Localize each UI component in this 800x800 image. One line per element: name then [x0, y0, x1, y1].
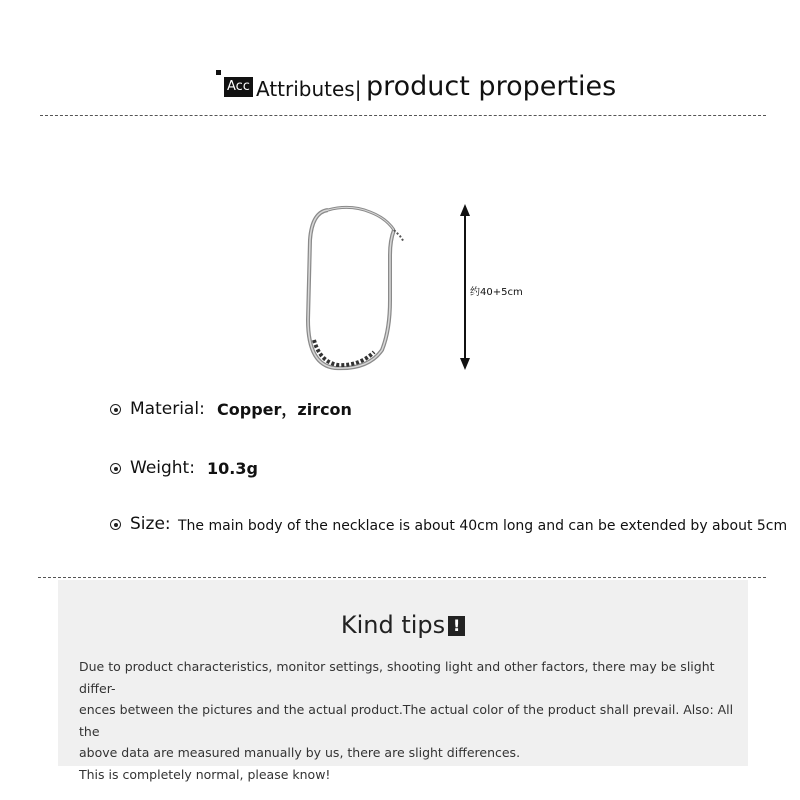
header-dot-icon	[216, 70, 221, 75]
radio-bullet-icon	[110, 463, 121, 474]
exclamation-icon: !	[448, 616, 465, 636]
tips-title-text: Kind tips	[340, 611, 446, 639]
spec-value: The main body of the necklace is about 40cm long and can be extended by about 5cm	[178, 518, 788, 534]
header	[0, 62, 800, 112]
top-divider	[40, 115, 766, 116]
header-attributes: Attributes|	[256, 77, 362, 101]
tips-line: above data are measured manually by us, there are slight differences.	[79, 745, 521, 760]
header-badge: Acc	[224, 77, 253, 97]
size-label: 约40+5cm	[470, 287, 523, 298]
spec-label: Size:	[130, 514, 171, 534]
tips-title	[58, 610, 748, 640]
spec-value: 10.3g	[207, 459, 258, 478]
tips-line: Due to product characteristics, monitor settings, shooting light and other factors, there may be slight differ-	[79, 659, 715, 696]
radio-bullet-icon	[110, 404, 121, 415]
spec-label: Weight:	[130, 458, 195, 478]
kind-tips-panel	[58, 580, 748, 782]
tips-line: This is completely normal, please know!	[79, 766, 331, 782]
tips-line: ences between the pictures and the actual product.The actual color of the product shall prevail. Also: All the	[79, 702, 734, 739]
bottom-divider	[38, 577, 766, 578]
page-title: product properties	[366, 71, 617, 102]
tips-text	[79, 656, 735, 785]
necklace-image	[290, 200, 420, 380]
radio-bullet-icon	[110, 519, 121, 530]
spec-value: Copper，zircon	[217, 400, 352, 419]
spec-label: Material:	[130, 399, 205, 419]
